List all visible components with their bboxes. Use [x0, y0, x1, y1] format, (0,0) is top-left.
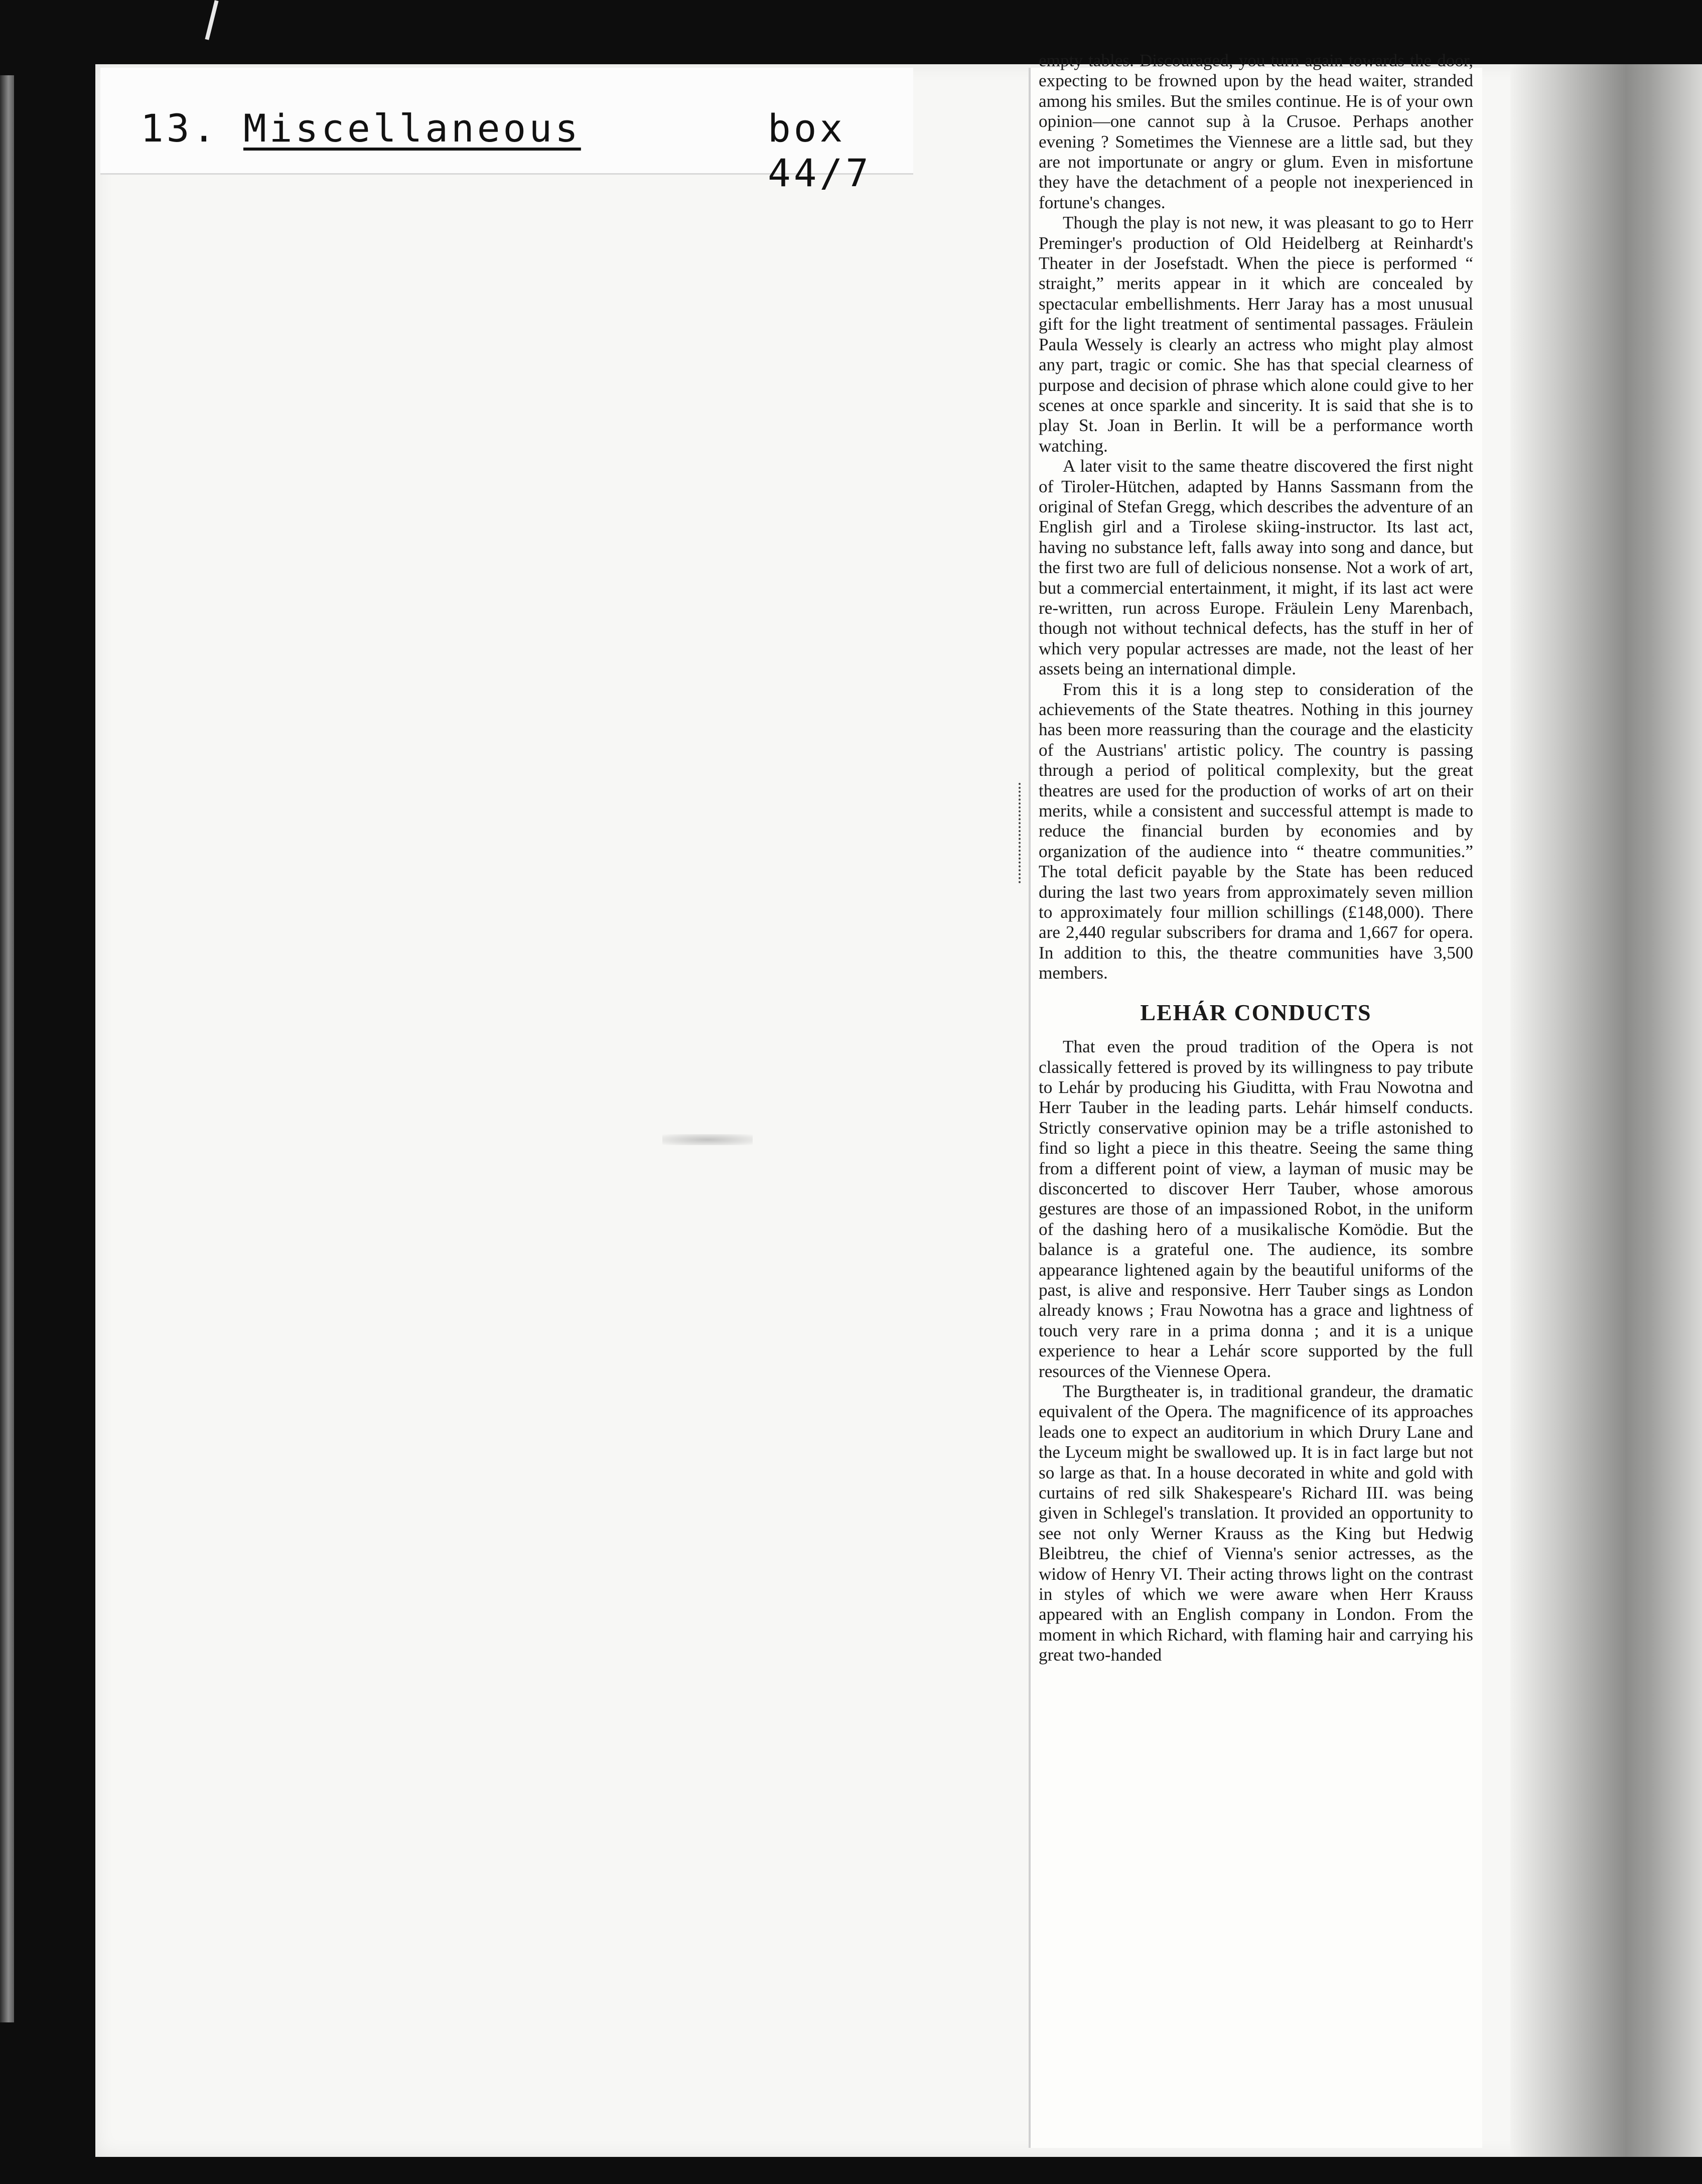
label-category: Miscellaneous	[243, 106, 581, 151]
article-column	[1039, 51, 1473, 1666]
article-paragraph: That even the proud tradition of the Opera is not classically fettered is proved by its willingness to pay tribute to Lehár by producing his Giuditta, with Frau Nowotna and Herr Tauber in the leading parts. Lehár himself conducts. Strictly conservative opinion may be a trifle astonished to find so light a piece in this theatre. Seeing the same thing from a different point of view, a layman of music may be disconcerted to discover Herr Tauber, whose amorous gestures are those of an impassioned Robot, in the uniform of the dashing hero of a musikalische Komödie. But the balance is a grateful one. The audience, its sombre appearance lightened again by the beautiful uniforms of the past, is alive and responsive. Herr Tauber sings as London already knows ; Frau Nowotna has a grace and lightness of touch very rare in a prima donna ; and it is a unique experience to hear a Lehár score supported by the full resources of the Viennese Opera.	[1039, 1037, 1473, 1381]
article-paragraph: From this it is a long step to consideration of the achievements of the State theatres. Nothing in this journey has been more reassuring than the courage and the elasticity of the Austrians' artistic policy. The country is passing through a period of political complexity, but the great theatres are used for the production of works of art on their merits, while a consistent and successful attempt is made to reduce the financial burden by economies and by organization of the audience into “ theatre communities.” The total deficit payable by the State has been reduced during the last two years from approximately seven million to approximately four million schillings (£148,000). There are 2,440 regular subscribers for drama and 1,667 for opera. In addition to this, the theatre communities have 3,500 members.	[1039, 679, 1473, 983]
label-number: 13.	[140, 106, 219, 151]
newspaper-clipping	[1029, 51, 1482, 2148]
article-paragraph: A later visit to the same theatre discovered the first night of Tiroler-Hütchen, adapted by Hanns Sassmann from the original of Stefan Gregg, which describes the adventure of an English girl and a Tirolese skiing-instructor. Its last act, having no substance left, falls away into song and dance, but the first two are full of delicious nonsense. Not a work of art, but a commercial entertainment, it might, if its last act were re-written, run across Europe. Fräulein Leny Marenbach, though not without technical defects, has the stuff in her of which very popular actresses are made, not the least of her assets being an international dimple.	[1039, 456, 1473, 679]
article-paragraph: empty tables. Discouraged, you turn again towards the door, expecting to be frowned upon by the head waiter, stranded among his smiles. But the smiles continue. He is of your own opinion—one cannot sup à la Crusoe. Perhaps another evening ? Sometimes the Viennese are a little sad, but they are not importunate or angry or glum. Even in misfortune they have the detachment of a people not inexperienced in fortune's changes.	[1039, 51, 1473, 212]
label-box: box 44/7	[768, 106, 872, 195]
article-paragraph: The Burgtheater is, in traditional grandeur, the dramatic equivalent of the Opera. The magnificence of its approaches leads one to expect an auditorium in which Drury Lane and the Lyceum might be swallowed up. It is in fact large but not so large as that. In a house decorated in white and gold with curtains of red silk Shakespeare's Richard III. was being given in Schlegel's translation. It provided an opportunity to see not only Werner Krauss as the King but Hedwig Bleibtreu, the chief of Vienna's senior actresses, as the widow of Henry VI. Their acting throws light on the contrast in styles of which we were aware when Herr Krauss appeared with an English company in London. From the moment in which Richard, with flaming hair and carrying his great two-handed	[1039, 1382, 1473, 1665]
sheet-outer-edge	[1646, 64, 1702, 2157]
paper-smudge	[662, 1134, 753, 1145]
article-paragraph: Though the play is not new, it was pleasant to go to Herr Preminger's production of Old Heidelberg at Reinhardt's Theater in der Josefstadt. When the piece is performed “ straight,” merits appear in it which are concealed by spectacular embellishments. Herr Jaray has a most unusual gift for the light treatment of sentimental passages. Fräulein Paula Wessely is clearly an actress who might play almost any part, tragic or comic. She has that special clearness of purpose and decision of phrase which alone could give to her scenes at once sparkle and sincerity. It is said that she is to play St. Joan in Berlin. It will be a performance worth watching.	[1039, 213, 1473, 456]
adjacent-page-edge	[0, 75, 14, 2022]
scanner-mark	[205, 0, 218, 40]
article-heading: LEHÁR CONDUCTS	[1140, 999, 1372, 1025]
archive-label	[100, 68, 913, 195]
